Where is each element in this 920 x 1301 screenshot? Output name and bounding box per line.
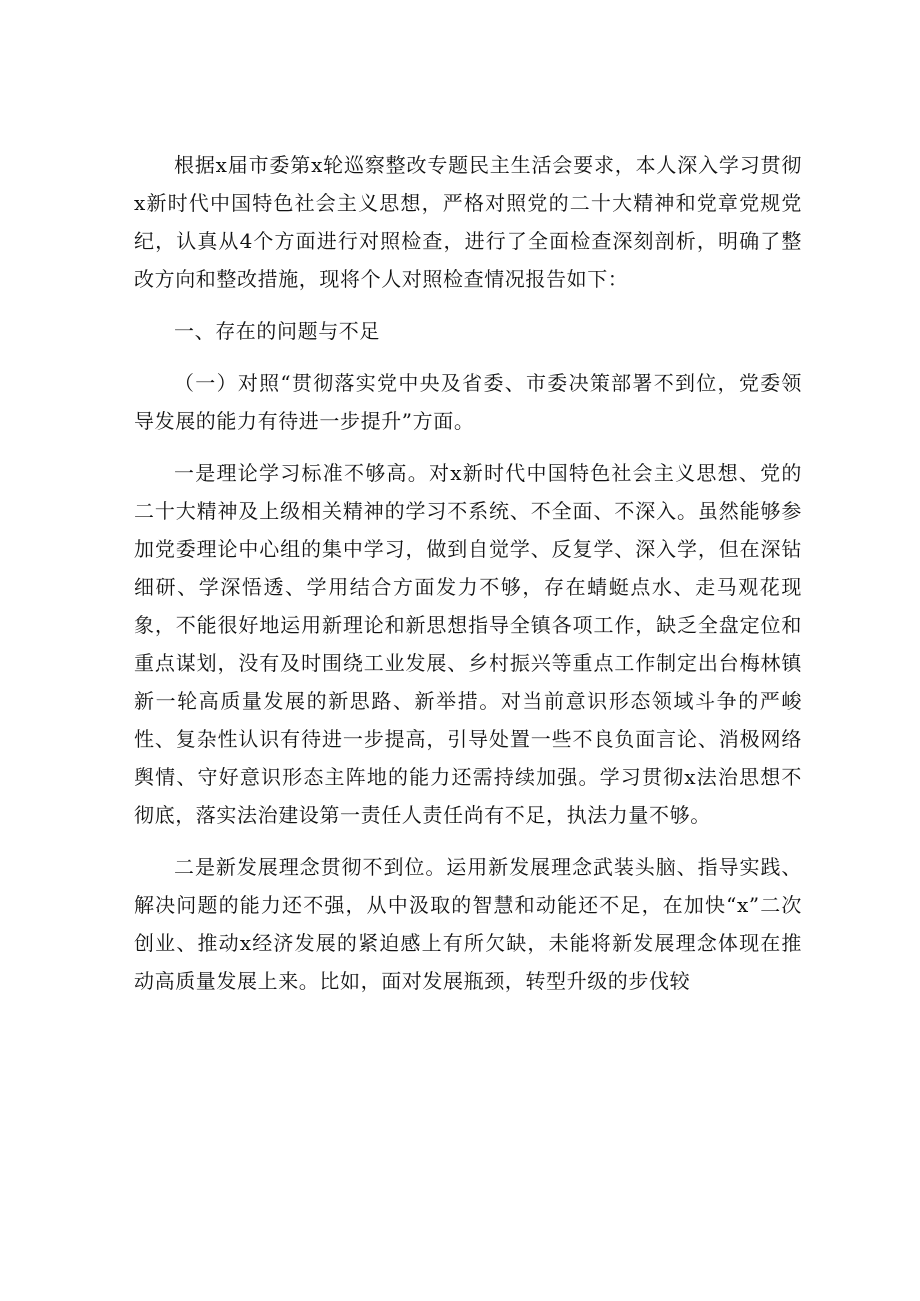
- body-paragraph-1: 一是理论学习标准不够高。对x新时代中国特色社会主义思想、党的二十大精神及上级相关精神的学习不系统、不全面、不深入。虽然能够参加党委理论中心组的集中学习，做到自觉学、反复学、深入学，但在深钻细研、学深悟透、学用结合方面发力不够，存在蜻蜓点水、走马观花现象，不能很好地运用新理论和新思想指导全镇各项工作，缺乏全盘定位和重点谋划，没有及时围绕工业发展、乡村振兴等重点工作制定出台梅林镇新一轮高质量发展的新思路、新举措。对当前意识形态领域斗争的严峻性、复杂性认识有待进一步提高，引导处置一些不良负面言论、消极网络舆情、守好意识形态主阵地的能力还需持续加强。学习贯彻x法治思想不彻底，落实法治建设第一责任人责任尚有不足，执法力量不够。: [134, 461, 802, 827]
- body-paragraph-2: 二是新发展理念贯彻不到位。运用新发展理念武装头脑、指导实践、解决问题的能力还不强，从中汲取的智慧和动能还不足，在加快“x”二次创业、推动x经济发展的紧迫感上有所欠缺，未能将新发展理念体现在推动高质量发展上来。比如，面对发展瓶颈，转型升级的步伐较: [134, 855, 802, 993]
- intro-paragraph: 根据x届市委第x轮巡察整改专题民主生活会要求，本人深入学习贯彻x新时代中国特色社会主义思想，严格对照党的二十大精神和党章党规党纪，认真从4个方面进行对照检查，进行了全面检查深刻剖析，明确了整改方向和整改措施，现将个人对照检查情况报告如下：: [134, 153, 802, 291]
- document-body: [134, 146, 802, 1000]
- subsection-heading: （一）对照“贯彻落实党中央及省委、市委决策部署不到位，党委领导发展的能力有待进一步提升”方面。: [134, 371, 802, 433]
- section-heading: 一、存在的问题与不足: [174, 319, 380, 343]
